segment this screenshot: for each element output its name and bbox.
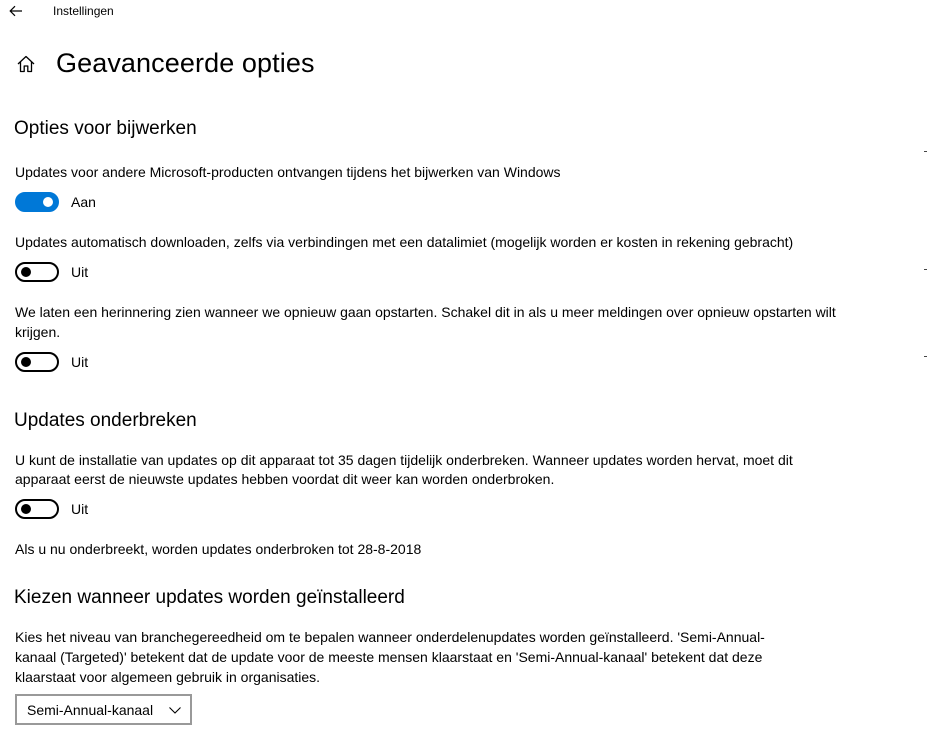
restart-reminder-description-line2: krijgen. [15, 324, 61, 340]
home-icon [16, 55, 36, 73]
install-timing-description-line1: Kies het niveau van branchegereedheid om te bepalen wanneer onderdelenupdates worden geïnstalleerd. 'Semi-Annual- [15, 629, 765, 645]
toggle-switch[interactable] [15, 192, 59, 212]
pause-updates-note: Als u nu onderbreekt, worden updates onderbroken tot 28-8-2018 [15, 541, 422, 557]
section-heading-pause-updates: Updates onderbreken [14, 410, 197, 431]
toggle-state-label: Uit [71, 354, 89, 370]
channel-dropdown-value: Semi-Annual-kanaal [27, 701, 154, 718]
toggle-switch[interactable] [15, 352, 59, 372]
install-timing-description-line2: kanaal (Targeted)' betekent dat de update voor de meeste mensen klaarstaat en 'Semi-Annual-kanaal' betekent dat deze [15, 649, 763, 665]
channel-dropdown[interactable] [15, 694, 192, 725]
toggle-knob [21, 267, 31, 277]
pause-updates-toggle[interactable] [15, 499, 88, 519]
toggle-switch[interactable] [15, 262, 59, 282]
section-heading-update-options: Opties voor bijwerken [14, 118, 197, 139]
microsoft-products-description: Updates voor andere Microsoft-producten ontvangen tijdens het bijwerken van Windows [15, 164, 561, 180]
toggle-knob [21, 357, 31, 367]
back-arrow-icon [9, 5, 23, 17]
metered-download-toggle[interactable] [15, 262, 88, 282]
scrollbar-tick [924, 151, 927, 152]
toggle-switch[interactable] [15, 499, 59, 519]
restart-reminder-toggle[interactable] [15, 352, 88, 372]
scrollbar-tick [924, 356, 927, 357]
microsoft-products-toggle[interactable] [15, 192, 96, 212]
page-title: Geavanceerde opties [56, 48, 315, 78]
app-title: Instellingen [53, 4, 114, 18]
back-button[interactable] [6, 2, 26, 20]
toggle-knob [21, 504, 31, 514]
chevron-down-icon [168, 704, 182, 716]
toggle-state-label: Uit [71, 501, 89, 517]
restart-reminder-description-line1: We laten een herinnering zien wanneer we opnieuw gaan opstarten. Schakel dit in als u meer meldingen over opnieuw opstarten wilt [15, 304, 836, 320]
toggle-knob [43, 197, 53, 207]
pause-updates-description-line1: U kunt de installatie van updates op dit apparaat tot 35 dagen tijdelijk onderbreken. Wanneer updates worden hervat, moet dit [15, 452, 793, 468]
toggle-state-label: Aan [71, 194, 96, 210]
pause-updates-description-line2: apparaat eerst de nieuwste updates hebben voordat dit weer kan worden onderbroken. [15, 471, 555, 487]
install-timing-description-line3: klaarstaat voor algemeen gebruik in organisaties. [15, 669, 321, 685]
title-bar [0, 0, 928, 24]
toggle-state-label: Uit [71, 264, 89, 280]
section-heading-install-timing: Kiezen wanneer updates worden geïnstalleerd [14, 587, 405, 608]
home-button[interactable] [14, 52, 38, 76]
metered-download-description: Updates automatisch downloaden, zelfs via verbindingen met een datalimiet (mogelijk worden er kosten in rekening gebracht) [15, 234, 794, 250]
scrollbar-tick [924, 269, 927, 270]
page-header [14, 48, 315, 79]
